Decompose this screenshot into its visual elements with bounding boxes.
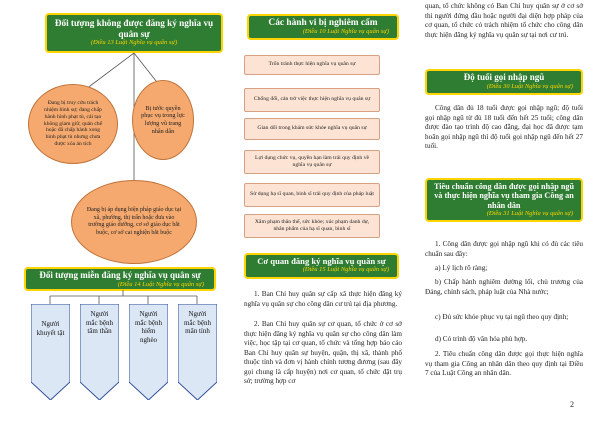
- criteria-2: 2. Tiêu chuẩn công dân được gọi thực hiện nghĩa vụ tham gia Công an nhân dân theo quy định tại Điều 7 của Luật Công an nhân dân.: [425, 350, 583, 378]
- prohibited-assault: [244, 214, 380, 238]
- enlistment-age-text: Công dân đủ 18 tuổi được gọi nhập ngũ; độ tuổi gọi nhập ngũ từ đủ 18 tuổi đến hết 25 tuổi; công dân được đào tạo trình độ cao đẳng, đại học đã được tạm hoãn gọi nhập ngũ thì độ tuổi gọi nhập ngũ đến hết 27 tuổi.: [425, 104, 583, 151]
- criteria-d: d) Có trình độ văn hóa phù hợp.: [435, 335, 528, 343]
- oval-education-measures: [71, 180, 197, 264]
- header-ref: (Điều 10 Luật Nghĩa vụ quân sự): [302, 28, 389, 36]
- header-ref: (Điều 31 Luật Nghĩa vụ quân sự): [486, 210, 573, 218]
- prohibited-abuse-of-power: [244, 150, 380, 174]
- exempt-fatal-disease: [129, 304, 168, 400]
- header-ref: (Điều 15 Luật Nghĩa vụ quân sự): [302, 266, 389, 274]
- exempt-label: Người mắc bệnh hiểm nghèo: [134, 310, 162, 344]
- exempt-label: Người khuyết tật: [36, 320, 65, 337]
- agency-para-1: 1. Ban Chỉ huy quân sự cấp xã thực hiện đăng ký nghĩa vụ quân sự cho công dân cư trú tại địa phương.: [244, 290, 402, 308]
- criteria-1: 1. Công dân được gọi nhập ngũ khi có đủ các tiêu chuẩn sau đây:: [425, 240, 583, 258]
- oval-criminal-liability-text: Đang bị truy cứu trách nhiệm hình sự; đang chấp hành hình phạt tù, cải tạo không giam giữ, quản chế hoặc đã chấp hành xong hình phạt tù nhưng chưa được xóa án tích: [43, 99, 103, 148]
- prohibited-text: Gian dối trong khám sức khỏe nghĩa vụ quân sự: [257, 125, 367, 132]
- agency-para-2: 2. Ban Chỉ huy quân sự cơ quan, tổ chức ở cơ sở thực hiện đăng ký nghĩa vụ quân sự cho công dân làm việc, học tập tại cơ quan, tổ chức và tổng hợp báo cáo Ban Chỉ huy quân sự huyện, quận, thị xã, thành phố thuộc tỉnh và đơn vị hành chính tương đương (sau đây gọi chung là cấp huyện) nơi cơ quan, tổ chức đặt trụ sở; trường hợp cơ: [244, 320, 402, 386]
- header-registration-agency: [244, 253, 399, 279]
- header-ref: (Điều 30 Luật Nghĩa vụ quân sự): [486, 82, 573, 90]
- prohibited-text: Chống đối, cản trở việc thực hiện nghĩa vụ quân sự: [253, 96, 371, 103]
- exempt-label: Người mắc bệnh tâm thần: [85, 310, 113, 336]
- header-title: Độ tuổi gọi nhập ngũ: [463, 72, 545, 82]
- header-ref: (Điều 14 Luật Nghĩa vụ quân sự): [117, 280, 204, 288]
- header-exempt: [24, 267, 216, 291]
- header-enlistment-criteria: [425, 178, 583, 222]
- header-title: Đối tượng miễn đăng ký nghĩa vụ quân sự: [39, 270, 201, 280]
- prohibited-text: Lợi dụng chức vụ, quyền hạn làm trái quy định về nghĩa vụ quân sự: [255, 154, 369, 168]
- header-title: Các hành vi bị nghiêm cấm: [268, 18, 378, 28]
- exempt-label: Người mắc bệnh mãn tính: [183, 310, 211, 336]
- oval-criminal-liability: [28, 84, 118, 164]
- agency-para-2-cont: quan, tổ chức không có Ban Chỉ huy quân sự ở cơ sở thì người đứng đầu hoặc người đại diện hợp pháp của cơ quan, tổ chức có trách nhiệm tổ chức cho công dân thực hiện đăng ký nghĩa vụ quân sự tại nơi cư trú.: [425, 2, 583, 39]
- criteria-c: c) Đủ sức khỏe phục vụ tại ngũ theo quy định;: [435, 313, 569, 321]
- exempt-chronic-disease: [178, 304, 217, 400]
- exempt-disabled: [31, 304, 70, 400]
- header-prohibited: [247, 14, 399, 40]
- oval-education-measures-text: Đang bị áp dụng biện pháp giáo dục tại xã, phường, thị trấn hoặc đưa vào trường giáo dưỡng, cơ sở giáo dục bắt buộc, cơ sở cai nghiện bắt buộc: [86, 207, 182, 236]
- header-title: Cơ quan đăng ký nghĩa vụ quân sự: [257, 256, 386, 266]
- oval-deprived-rights: [132, 80, 194, 160]
- prohibited-text: Trốn tránh thực hiện nghĩa vụ quân sự: [268, 61, 356, 68]
- prohibited-text: Xâm phạm thân thể, sức khỏe; xúc phạm danh dự, nhân phẩm của hạ sĩ quan, binh sĩ: [254, 218, 370, 232]
- prohibited-fraud: [244, 118, 380, 140]
- header-ref: (Điều 13 Luật Nghĩa vụ quân sự): [90, 39, 178, 47]
- prohibited-evasion: [244, 55, 380, 75]
- header-title: Tiêu chuẩn công dân được gọi nhập ngũ và thực hiện nghĩa vụ tham gia Công an nhân dân: [433, 182, 575, 210]
- exempt-mental-illness: [80, 304, 119, 400]
- oval-deprived-rights-text: Bị tước quyền phục vụ trong lực lượng vũ trang nhân dân: [141, 104, 185, 135]
- criteria-b: b) Chấp hành nghiêm đường lối, chủ trương của Đảng, chính sách, pháp luật của Nhà nước;: [425, 278, 583, 296]
- prohibited-obstruction: [244, 88, 380, 112]
- criteria-a: a) Lý lịch rõ ràng;: [435, 264, 488, 272]
- prohibited-misuse-soldiers: [244, 183, 380, 207]
- header-enlistment-age: [425, 69, 583, 95]
- header-title: Đối tượng không được đăng ký nghĩa vụ quân sự: [54, 18, 214, 39]
- page-number: 2: [570, 400, 574, 409]
- prohibited-text: Sử dụng hạ sĩ quan, binh sĩ trái quy định của pháp luật: [250, 191, 374, 198]
- arrow-shape: [31, 304, 70, 400]
